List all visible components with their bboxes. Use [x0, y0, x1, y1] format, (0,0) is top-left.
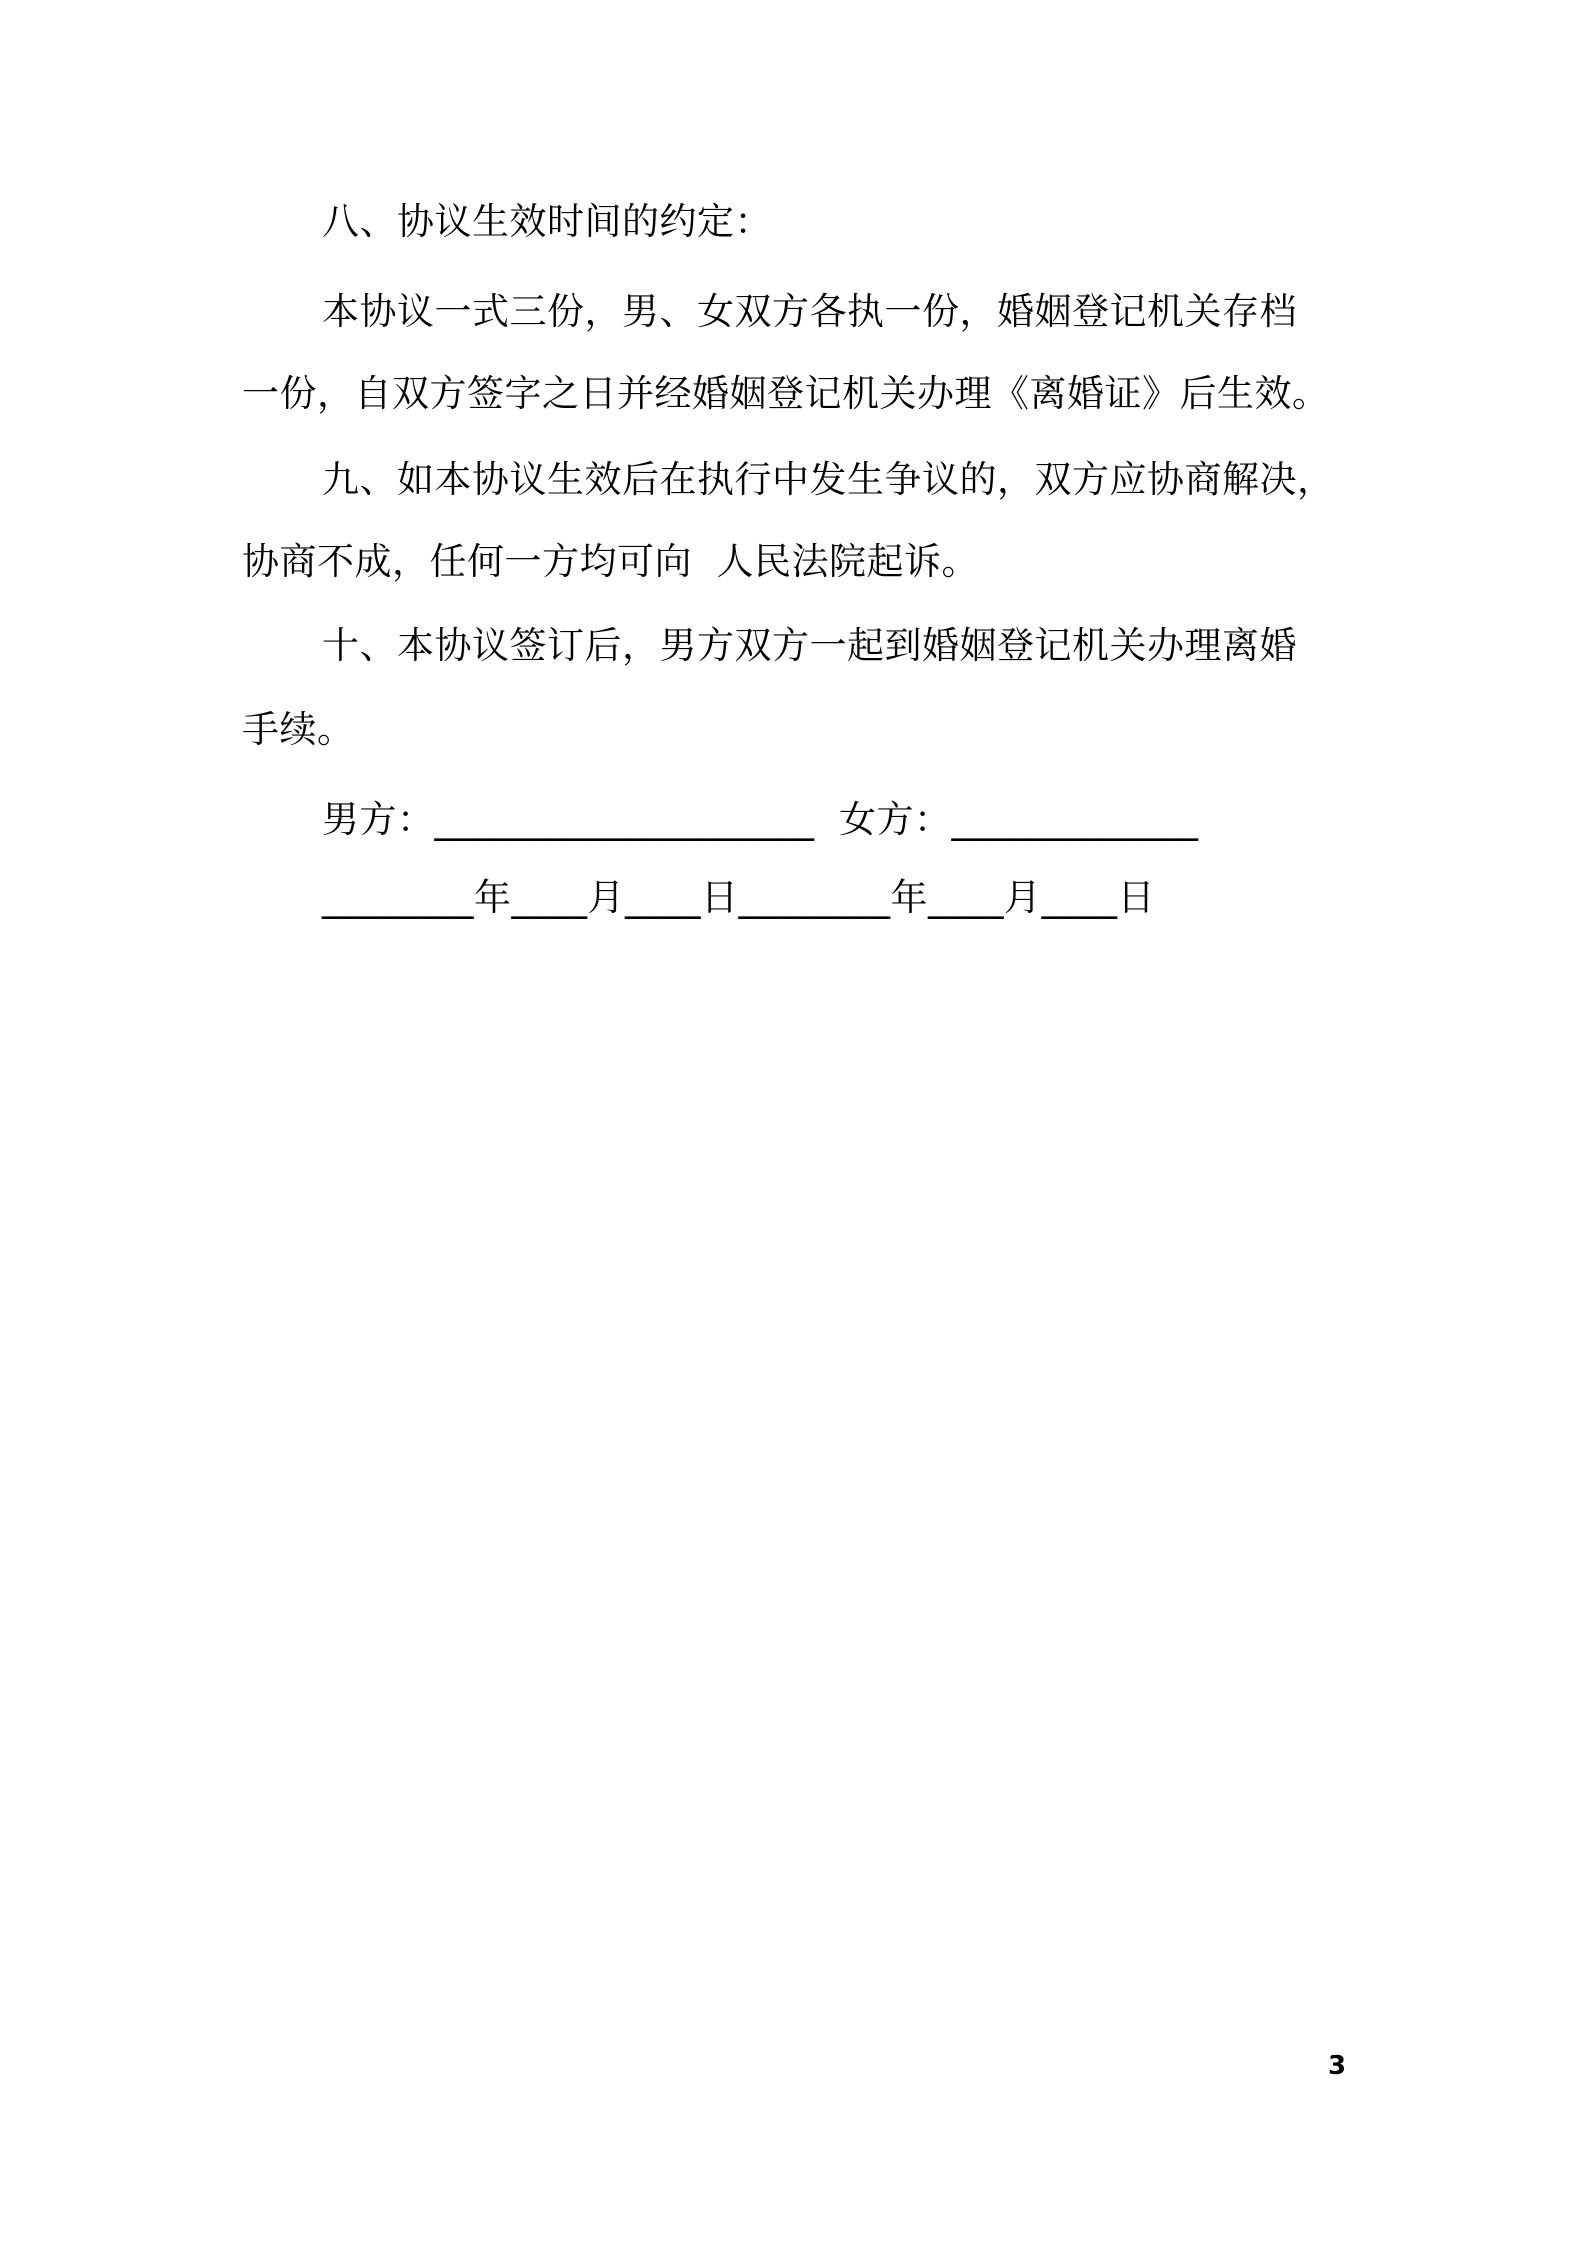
clause-9-line-1: 九、如本协议生效后在执行中发生争议的，双方应协商解决， — [322, 458, 1335, 501]
date-line: ________年____月____日________年____月____日 — [322, 876, 1155, 919]
page-number: 3 — [1328, 2051, 1347, 2081]
clause-8-text-line-2: 一份，自双方签字之日并经婚姻登记机关办理《离婚证》后生效。 — [242, 372, 1330, 415]
clause-10-line-1: 十、本协议签订后，男方双方一起到婚姻登记机关办理离婚 — [322, 624, 1297, 667]
signature-line: 男方：____________________ 女方：_____________ — [322, 798, 1199, 841]
clause-8-heading: 八、协议生效时间的约定： — [322, 200, 772, 243]
clause-10-line-2: 手续。 — [242, 708, 355, 751]
clause-8-text-line-1: 本协议一式三份，男、女双方各执一份，婚姻登记机关存档 — [322, 290, 1297, 333]
clause-9-line-2: 协商不成，任何一方均可向 人民法院起诉。 — [242, 540, 980, 583]
